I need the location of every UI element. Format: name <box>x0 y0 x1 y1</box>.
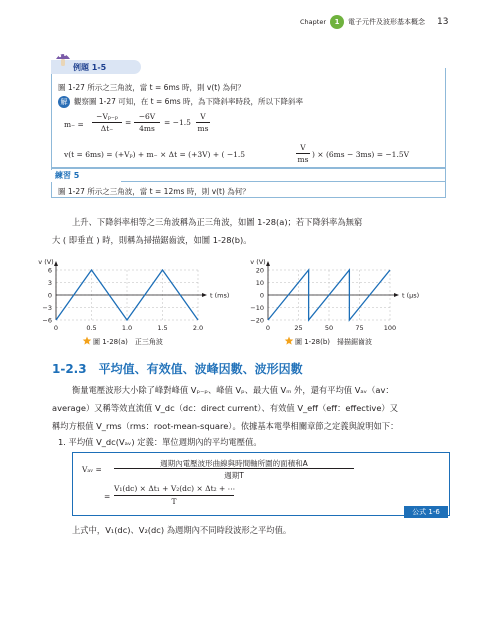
formula-den2: T <box>171 497 177 506</box>
solution-line <box>58 96 303 108</box>
section-title: 1-2.3 平均值、有效值、波峰因數、波形因數 <box>52 362 303 376</box>
frac-line <box>114 468 354 469</box>
y-axis-label: v (V) <box>250 258 266 266</box>
slope-eq2: = −1.5 <box>164 118 191 127</box>
y-tick-label: −20 <box>250 316 264 325</box>
star-icon <box>83 337 92 345</box>
voltage-eq-b: ) × (6ms − 3ms) = −1.5V <box>312 150 410 159</box>
x-tick-label: 1.5 <box>157 324 168 332</box>
formula-lhs: Vₐᵥ = <box>82 465 102 474</box>
y-tick-label: 3 <box>47 279 52 287</box>
y-tick-label: 0 <box>259 291 264 300</box>
y-tick-label: 6 <box>47 266 52 275</box>
slope-den2: 4ms <box>139 124 155 133</box>
x-tick-label: 0.5 <box>86 324 97 332</box>
x-axis-label: t (ms) <box>210 291 230 300</box>
slope-den3: ms <box>197 124 209 133</box>
mushroom-icon <box>54 50 72 68</box>
frac-line <box>114 495 234 496</box>
solution-text: 觀察圖 1-27 可知，在 t = 6ms 時，為下降斜率時段，所以下降斜率 <box>74 97 304 106</box>
voltage-frac-den: ms <box>297 155 309 164</box>
paragraph1-line1: 上升、下降斜率相等之三角波稱為正三角波，如圖 1-28(a)；若下降斜率為無窮 <box>72 217 363 227</box>
chapter-title: 電子元件及波形基本概念 <box>348 18 425 26</box>
example-question: 圖 1-27 所示之三角波，當 t = 6ms 時，則 v(t) 為何？ <box>58 83 246 92</box>
y-tick-label: 0 <box>47 291 52 300</box>
formula-badge: 公式 1-6 <box>404 506 448 518</box>
solution-badge: 解 <box>58 96 70 108</box>
y-axis-label: v (V) <box>38 258 54 266</box>
x-tick-label: 75 <box>355 324 364 332</box>
slope-num2: −6V <box>138 112 156 121</box>
chart-triangle-wave <box>30 250 230 350</box>
x-tick-label: 0 <box>265 324 271 332</box>
page-header <box>300 14 460 30</box>
footer-line: 上式中，V₁(dc)、V₂(dc) 為週期內不同時段波形之平均值。 <box>72 525 292 535</box>
formula-den1: 週期T <box>224 471 244 480</box>
slope-lhs: m₋ = <box>64 120 84 129</box>
voltage-eq-a: v(t = 6ms) = (+Vₚ) + m₋ × Δt = (+3V) + ( −1.5 <box>64 150 246 159</box>
x-axis-label: t (μs) <box>402 291 420 300</box>
x-axis-arrow <box>394 293 399 297</box>
formula-eq2: = <box>104 492 111 501</box>
x-tick-label: 1.0 <box>121 324 133 332</box>
y-tick-label: −3 <box>42 304 52 312</box>
paragraph2-line1: 衡量電壓波形大小除了峰對峰值 Vₚ₋ₚ、峰值 Vₚ、最大值 Vₘ 外，還有平均值 Vₐᵥ（av： <box>72 385 394 395</box>
slope-num3: V <box>200 112 206 121</box>
paragraph2-line3: 稱均方根值 V_rms（rms：root-mean-square）。依據基本電學相關章節之定義與說明如下： <box>52 421 399 431</box>
frac-line <box>196 122 210 123</box>
voltage-frac-num: V <box>300 143 306 152</box>
slope-den1: Δt₋ <box>100 124 114 133</box>
slope-num1: −Vₚ₋ₚ <box>96 112 118 121</box>
x-tick-label: 50 <box>324 324 334 332</box>
slope-eq1: = <box>125 118 132 127</box>
formula-num2: V₁(dc) × Δt₁ + V₂(dc) × Δt₂ + ⋯ <box>114 484 236 493</box>
x-tick-label: 2.0 <box>192 324 204 332</box>
frac-line <box>134 122 160 123</box>
x-tick-label: 25 <box>294 324 303 332</box>
chapter-label: Chapter <box>300 18 326 26</box>
chart-sawtooth-wave <box>240 250 460 350</box>
paragraph2-line2: average）又稱等效直流值 V_dc（dc：direct current）、有效值 V_eff（eff：effective）又 <box>52 403 399 413</box>
frac-line <box>92 122 122 123</box>
y-tick-label: −6 <box>42 316 52 325</box>
y-tick-label: 20 <box>255 266 264 275</box>
x-tick-label: 100 <box>383 324 397 332</box>
paragraph1-line2: 大 ( 即垂直 ) 時，則稱為掃描鋸齒波，如圖 1-28(b)。 <box>52 235 252 245</box>
y-tick-label: −10 <box>250 304 264 312</box>
frac-line <box>296 153 310 154</box>
star-icon <box>285 337 294 345</box>
practice-title: 練習 5 <box>51 170 121 182</box>
x-axis-arrow <box>202 293 207 297</box>
formula-num1: 週期內電壓波形曲線與時間軸所圍的面積和A <box>160 459 308 468</box>
example-title: 例題 1-5 <box>51 60 141 74</box>
y-tick-label: 10 <box>255 279 264 287</box>
y-axis-arrow <box>266 261 270 266</box>
chapter-number-badge: 1 <box>330 15 344 29</box>
page-number: 13 <box>437 17 449 27</box>
definition-item-1: 1. 平均值 V_dc(Vₐᵥ) 定義：單位週期內的平均電壓值。 <box>58 437 262 447</box>
y-axis-arrow <box>54 261 58 266</box>
figure-caption: 圖 1-28(a) 正三角波 <box>93 338 163 346</box>
practice-question: 圖 1-27 所示之三角波，當 t = 12ms 時，則 v(t) 為何？ <box>58 187 250 196</box>
x-tick-label: 0 <box>53 324 59 332</box>
figure-caption: 圖 1-28(b) 掃描鋸齒波 <box>295 338 373 346</box>
